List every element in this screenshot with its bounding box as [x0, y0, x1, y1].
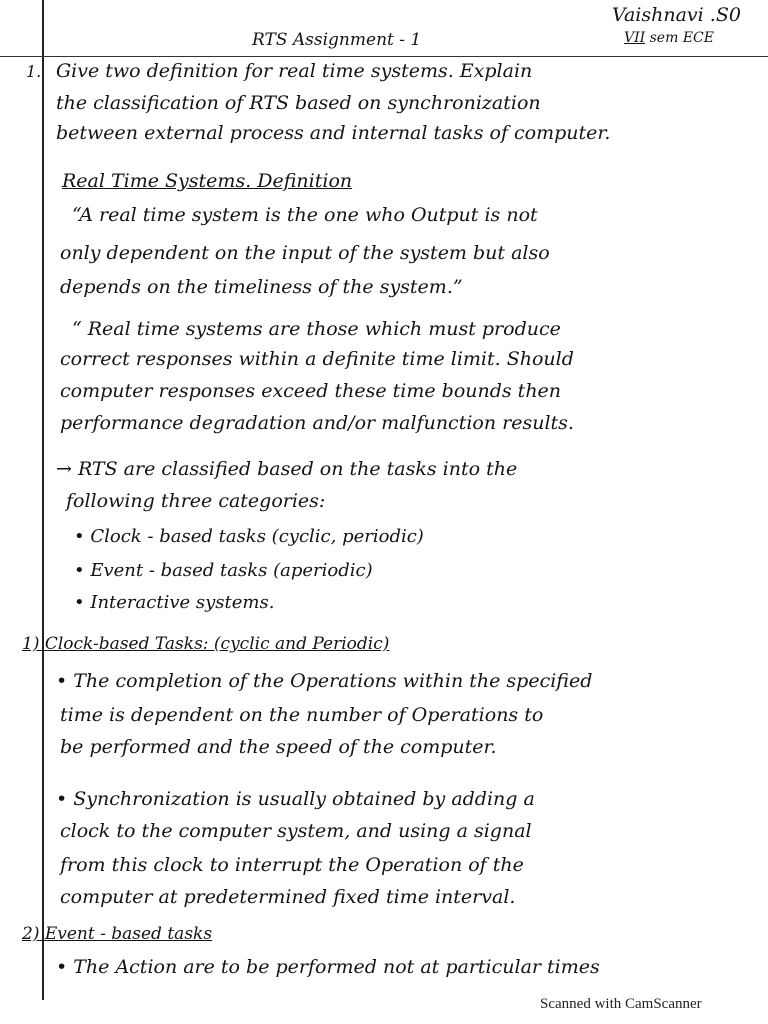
student-name: Vaishnavi .S0 — [612, 4, 741, 26]
scanner-watermark: Scanned with CamScanner — [540, 996, 702, 1012]
classification-intro-line: following three categories: — [66, 490, 326, 512]
clock-based-line: • Synchronization is usually obtained by adding a — [56, 788, 535, 810]
assignment-title: RTS Assignment - 1 — [252, 30, 422, 50]
clock-based-line: • The completion of the Operations within the specified — [56, 670, 593, 692]
clock-based-line: clock to the computer system, and using a signal — [60, 820, 532, 842]
definition-1-line: “A real time system is the one who Output is not — [72, 204, 538, 226]
question-line: between external process and internal tasks of computer. — [56, 122, 611, 144]
clock-based-heading: 1) Clock-based Tasks: (cyclic and Periodic) — [22, 634, 390, 654]
definition-1-line: only dependent on the input of the system but also — [60, 242, 550, 264]
classification-item: • Interactive systems. — [74, 592, 275, 613]
semester-label: VII sem ECE — [624, 30, 714, 46]
question-line: the classification of RTS based on synchronization — [56, 92, 541, 114]
classification-item: • Clock - based tasks (cyclic, periodic) — [74, 526, 424, 547]
definition-2-line: computer responses exceed these time bounds then — [60, 380, 562, 402]
event-based-line: • The Action are to be performed not at particular times — [56, 956, 600, 978]
question-line: Give two definition for real time systems. Explain — [56, 60, 533, 82]
clock-based-line: time is dependent on the number of Operations to — [60, 704, 544, 726]
clock-based-line: be performed and the speed of the computer. — [60, 736, 497, 758]
margin-line — [42, 0, 44, 1000]
definition-2-line: performance degradation and/or malfunction results. — [60, 412, 574, 434]
classification-item: • Event - based tasks (aperiodic) — [74, 560, 373, 581]
clock-based-line: computer at predetermined fixed time interval. — [60, 886, 516, 908]
definition-2-line: “ Real time systems are those which must produce — [72, 318, 561, 340]
event-based-heading: 2) Event - based tasks — [22, 924, 213, 944]
definition-heading: Real Time Systems. Definition — [62, 170, 353, 192]
definition-1-line: depends on the timeliness of the system.” — [60, 276, 463, 298]
clock-based-line: from this clock to interrupt the Operation of the — [60, 854, 524, 876]
definition-2-line: correct responses within a definite time limit. Should — [60, 348, 574, 370]
question-number: 1. — [26, 62, 42, 81]
header-rule — [0, 56, 768, 57]
classification-intro-line: → RTS are classified based on the tasks into the — [56, 458, 518, 480]
